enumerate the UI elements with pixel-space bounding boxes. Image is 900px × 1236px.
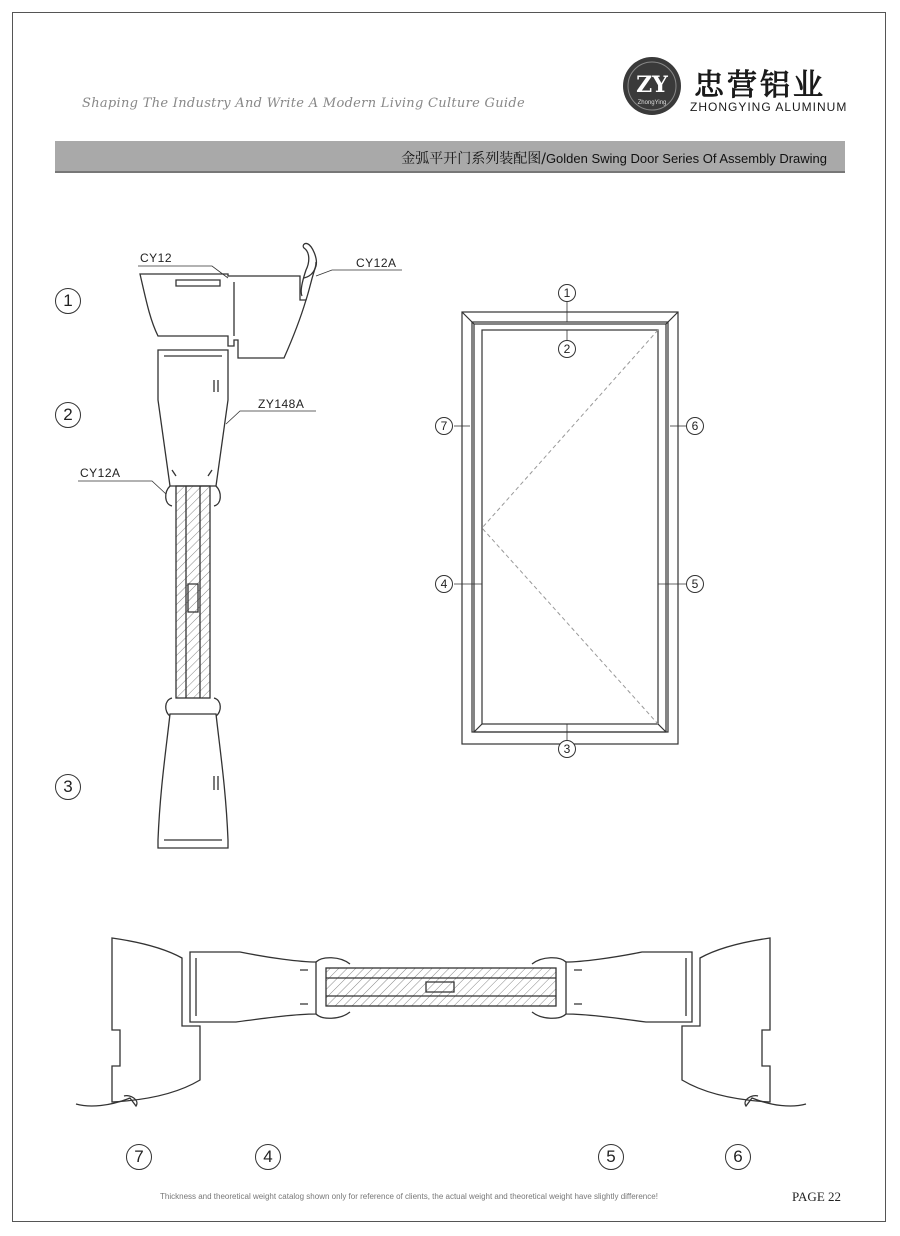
section-callout-2: 2	[55, 402, 81, 428]
lower-sash-inner	[164, 776, 222, 840]
page-title-en: Golden Swing Door Series Of Assembly Drawing	[545, 151, 827, 166]
upper-gasket-right	[214, 486, 220, 506]
tagline: Shaping The Industry And Write A Modern Living Culture Guide	[82, 96, 525, 111]
left-frame-profile	[112, 938, 200, 1102]
elevation-callout-5: 5	[686, 575, 704, 593]
horizontal-section-drawing	[76, 938, 806, 1106]
page-title-cn: 金弧平开门系列装配图	[401, 151, 542, 167]
logo-mark: ZY	[636, 72, 668, 98]
sash-inner	[482, 330, 658, 724]
lower-gasket-left	[166, 698, 172, 716]
leader-cy12a-mid	[78, 481, 166, 494]
label-cy12a-top: CY12A	[356, 256, 397, 270]
right-frame-profile	[682, 938, 770, 1102]
upper-sash-inner	[164, 356, 222, 476]
upper-gasket-left	[166, 486, 172, 506]
label-cy12: CY12	[140, 251, 173, 265]
page-title-separator: /	[541, 151, 546, 167]
elevation-callout-7: 7	[435, 417, 453, 435]
footer-disclaimer: Thickness and theoretical weight catalog shown only for reference of clients, the actual weight and theoretical weight have slightly difference!	[160, 1192, 658, 1201]
brand-name-cn: 忠营铝业	[694, 68, 826, 103]
brand-name-en: ZHONGYING ALUMINUM	[690, 100, 848, 114]
top-frame-profile	[140, 274, 306, 358]
right-sash-inner	[574, 958, 686, 1016]
plan-callout-7: 7	[126, 1144, 152, 1170]
sash-outer	[474, 324, 666, 732]
plan-callout-6: 6	[725, 1144, 751, 1170]
right-sash-profile	[566, 952, 692, 1022]
leader-zy148a	[226, 411, 316, 424]
left-sash-inner	[196, 958, 308, 1016]
swing-indicator	[482, 330, 658, 724]
section-callout-3: 3	[55, 774, 81, 800]
logo-small-text: ZhongYing	[637, 100, 667, 106]
section-callout-1: 1	[55, 288, 81, 314]
elevation-callout-2: 2	[558, 340, 576, 358]
left-sash-profile	[190, 952, 316, 1022]
label-cy12a-mid: CY12A	[80, 466, 121, 480]
page-number: PAGE 22	[792, 1189, 842, 1204]
label-zy148a: ZY148A	[258, 397, 305, 411]
plan-callout-4: 4	[255, 1144, 281, 1170]
glass-pane-horizontal	[326, 968, 556, 1006]
lower-gasket-right	[214, 698, 220, 716]
top-frame-inner	[176, 280, 234, 336]
elevation-callout-4: 4	[435, 575, 453, 593]
leader-cy12	[138, 266, 228, 278]
elevation-callout-3: 3	[558, 740, 576, 758]
vertical-section-drawing	[78, 243, 402, 848]
glass-pane	[176, 486, 210, 698]
elevation-callout-6: 6	[686, 417, 704, 435]
frame-inner	[472, 322, 668, 732]
door-elevation-drawing	[454, 302, 686, 744]
upper-sash-profile	[158, 350, 228, 486]
elevation-callout-1: 1	[558, 284, 576, 302]
outer-frame	[462, 312, 678, 744]
plan-callout-5: 5	[598, 1144, 624, 1170]
leader-cy12a-top	[316, 270, 402, 276]
